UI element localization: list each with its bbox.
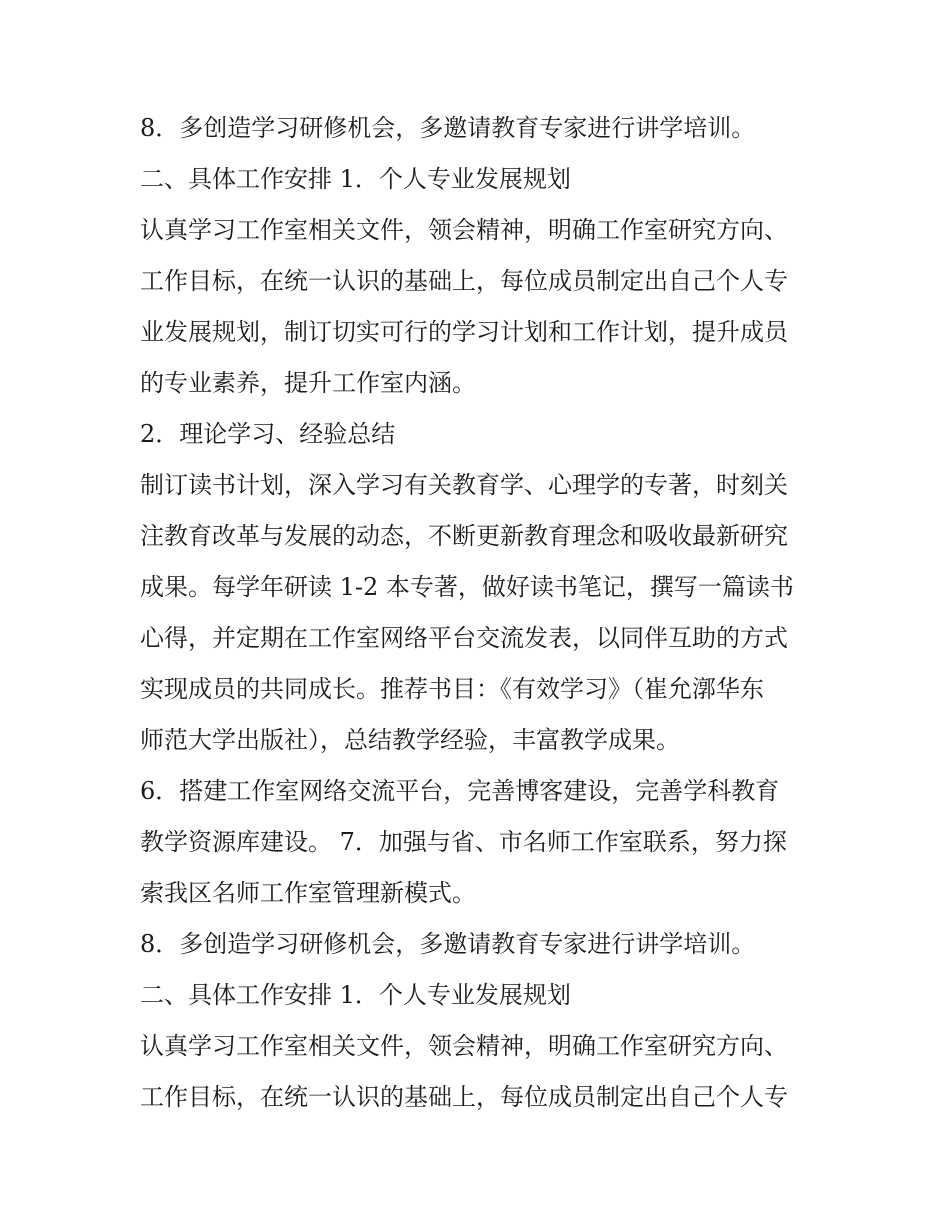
text-line: 实现成员的共同成长。推荐书目：《有效学习》（崔允漷华东 [140,675,764,703]
text-line: 的专业素养，提升工作室内涵。 [140,369,476,397]
text-line: 2．理论学习、经验总结 [140,420,396,448]
text-line: 业发展规划，制订切实可行的学习计划和工作计划，提升成员 [140,318,788,346]
text-line: 索我区名师工作室管理新模式。 [140,879,476,907]
text-line: 注教育改革与发展的动态，不断更新教育理念和吸收最新研究 [140,522,788,550]
text-line: 成果。每学年研读 1-2 本专著，做好读书笔记，撰写一篇读书 [140,573,794,601]
text-line: 工作目标，在统一认识的基础上，每位成员制定出自己个人专 [140,1083,788,1111]
text-line: 8．多创造学习研修机会，多邀请教育专家进行讲学培训。 [140,930,756,958]
text-line: 8．多创造学习研修机会，多邀请教育专家进行讲学培训。 [140,114,756,142]
text-line: 心得，并定期在工作室网络平台交流发表，以同伴互助的方式 [140,624,788,652]
text-line: 二、具体工作安排 1．个人专业发展规划 [140,981,571,1009]
text-line: 师范大学出版社），总结教学经验，丰富教学成果。 [140,726,680,754]
text-line: 认真学习工作室相关文件，领会精神，明确工作室研究方向、 [140,1032,788,1060]
text-line: 认真学习工作室相关文件，领会精神，明确工作室研究方向、 [140,216,788,244]
text-line: 制订读书计划，深入学习有关教育学、心理学的专著，时刻关 [140,471,788,499]
document-body [140,103,820,1123]
text-line: 二、具体工作安排 1．个人专业发展规划 [140,165,571,193]
text-line: 工作目标，在统一认识的基础上，每位成员制定出自己个人专 [140,267,788,295]
text-line: 6．搭建工作室网络交流平台，完善博客建设，完善学科教育 [140,777,780,805]
text-line: 教学资源库建设。 7．加强与省、市名师工作室联系，努力探 [140,828,787,856]
